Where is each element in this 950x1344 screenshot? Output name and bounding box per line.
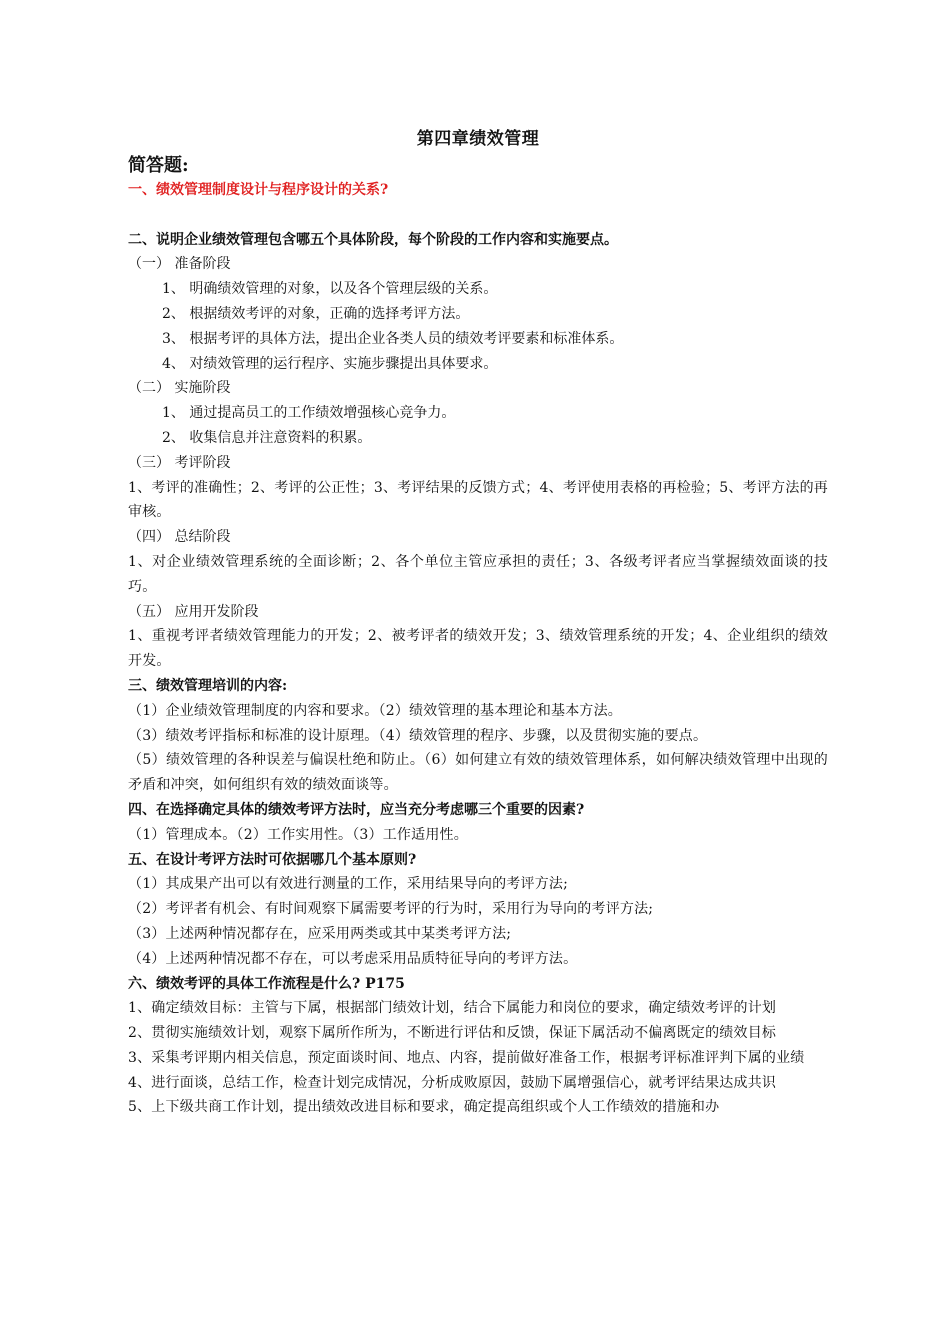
q3-line: （5）绩效管理的各种误差与偏误杜绝和防止。（6）如何建立有效的绩效管理体系，如何解决绩效管理中出现的矛盾和冲突，如何组织有效的绩效面谈等。 [128,752,828,794]
blank-line [128,203,828,228]
question-6: 六、绩效考评的具体工作流程是什么? P175 [128,975,405,992]
q6-paragraph: 3、采集考评期内相关信息，预定面谈时间、地点、内容，提前做好准备工作，根据考评标准评判下属的业绩 [128,1049,805,1066]
stage-5-text: 1、重视考评者绩效管理能力的开发；2、被考评者的绩效开发；3、绩效管理系统的开发；4、企业组织的绩效开发。 [128,628,828,670]
section-label: 简答题: [128,155,189,176]
question-4: 四、在选择确定具体的绩效考评方法时，应当充分考虑哪三个重要的因素? [128,801,585,818]
stage-4-title: （四） 总结阶段 [128,529,231,546]
q4-line: （1）管理成本。（2）工作实用性。（3）工作适用性。 [128,826,468,843]
q3-line: （3）绩效考评指标和标准的设计原理。（4）绩效管理的程序、步骤，以及贯彻实施的要点。 [128,727,708,744]
stage-1-item: 4、 对绩效管理的运行程序、实施步骤提出具体要求。 [162,355,498,372]
stage-2-title: （二） 实施阶段 [128,380,231,397]
q3-line: （1）企业绩效管理制度的内容和要求。（2）绩效管理的基本理论和基本方法。 [128,702,623,719]
stage-1-item: 3、 根据考评的具体方法，提出企业各类人员的绩效考评要素和标准体系。 [162,330,624,347]
stage-4-text: 1、对企业绩效管理系统的全面诊断；2、各个单位主管应承担的责任；3、各级考评者应当掌握绩效面谈的技巧。 [128,553,828,595]
question-1: 一、绩效管理制度设计与程序设计的关系? [128,182,389,198]
question-5: 五、在设计考评方法时可依据哪几个基本原则? [128,851,417,868]
chapter-title: 第四章绩效管理 [416,129,540,149]
stage-3-text: 1、考评的准确性；2、考评的公正性；3、考评结果的反馈方式；4、考评使用表格的再检验；5、考评方法的再审核。 [128,479,828,521]
question-3: 三、绩效管理培训的内容: [128,677,288,694]
stage-2-item: 1、 通过提高员工的工作绩效增强核心竞争力。 [162,405,456,422]
q5-line: （1）其成果产出可以有效进行测量的工作，采用结果导向的考评方法; [128,876,569,893]
q5-line: （3）上述两种情况都存在，应采用两类或其中某类考评方法; [128,925,512,942]
stage-5-title: （五） 应用开发阶段 [128,603,259,620]
q6-paragraph: 4、进行面谈，总结工作，检查计划完成情况，分析成败原因，鼓励下属增强信心，就考评结果达成共识 [128,1074,777,1091]
document-page [128,126,828,1120]
q5-line: （4）上述两种情况都不存在，可以考虑采用品质特征导向的考评方法。 [128,950,578,967]
stage-1-item: 1、 明确绩效管理的对象，以及各个管理层级的关系。 [162,281,498,298]
q6-paragraph: 5、上下级共商工作计划，提出绩效改进目标和要求，确定提高组织或个人工作绩效的措施和办 [128,1099,720,1116]
q6-paragraph: 1、确定绩效目标：主管与下属，根据部门绩效计划，结合下属能力和岗位的要求，确定绩效考评的计划 [128,1000,777,1017]
stage-3-title: （三） 考评阶段 [128,454,231,471]
q5-line: （2）考评者有机会、有时间观察下属需要考评的行为时，采用行为导向的考评方法; [128,901,654,918]
stage-1-item: 2、 根据绩效考评的对象，正确的选择考评方法。 [162,305,470,322]
question-2: 二、说明企业绩效管理包含哪五个具体阶段，每个阶段的工作内容和实施要点。 [128,231,618,248]
stage-2-item: 2、 收集信息并注意资料的积累。 [162,429,372,446]
q6-paragraph: 2、贯彻实施绩效计划，观察下属所作所为，不断进行评估和反馈，保证下属活动不偏离既定的绩效目标 [128,1025,777,1042]
stage-1-title: （一） 准备阶段 [128,256,231,273]
